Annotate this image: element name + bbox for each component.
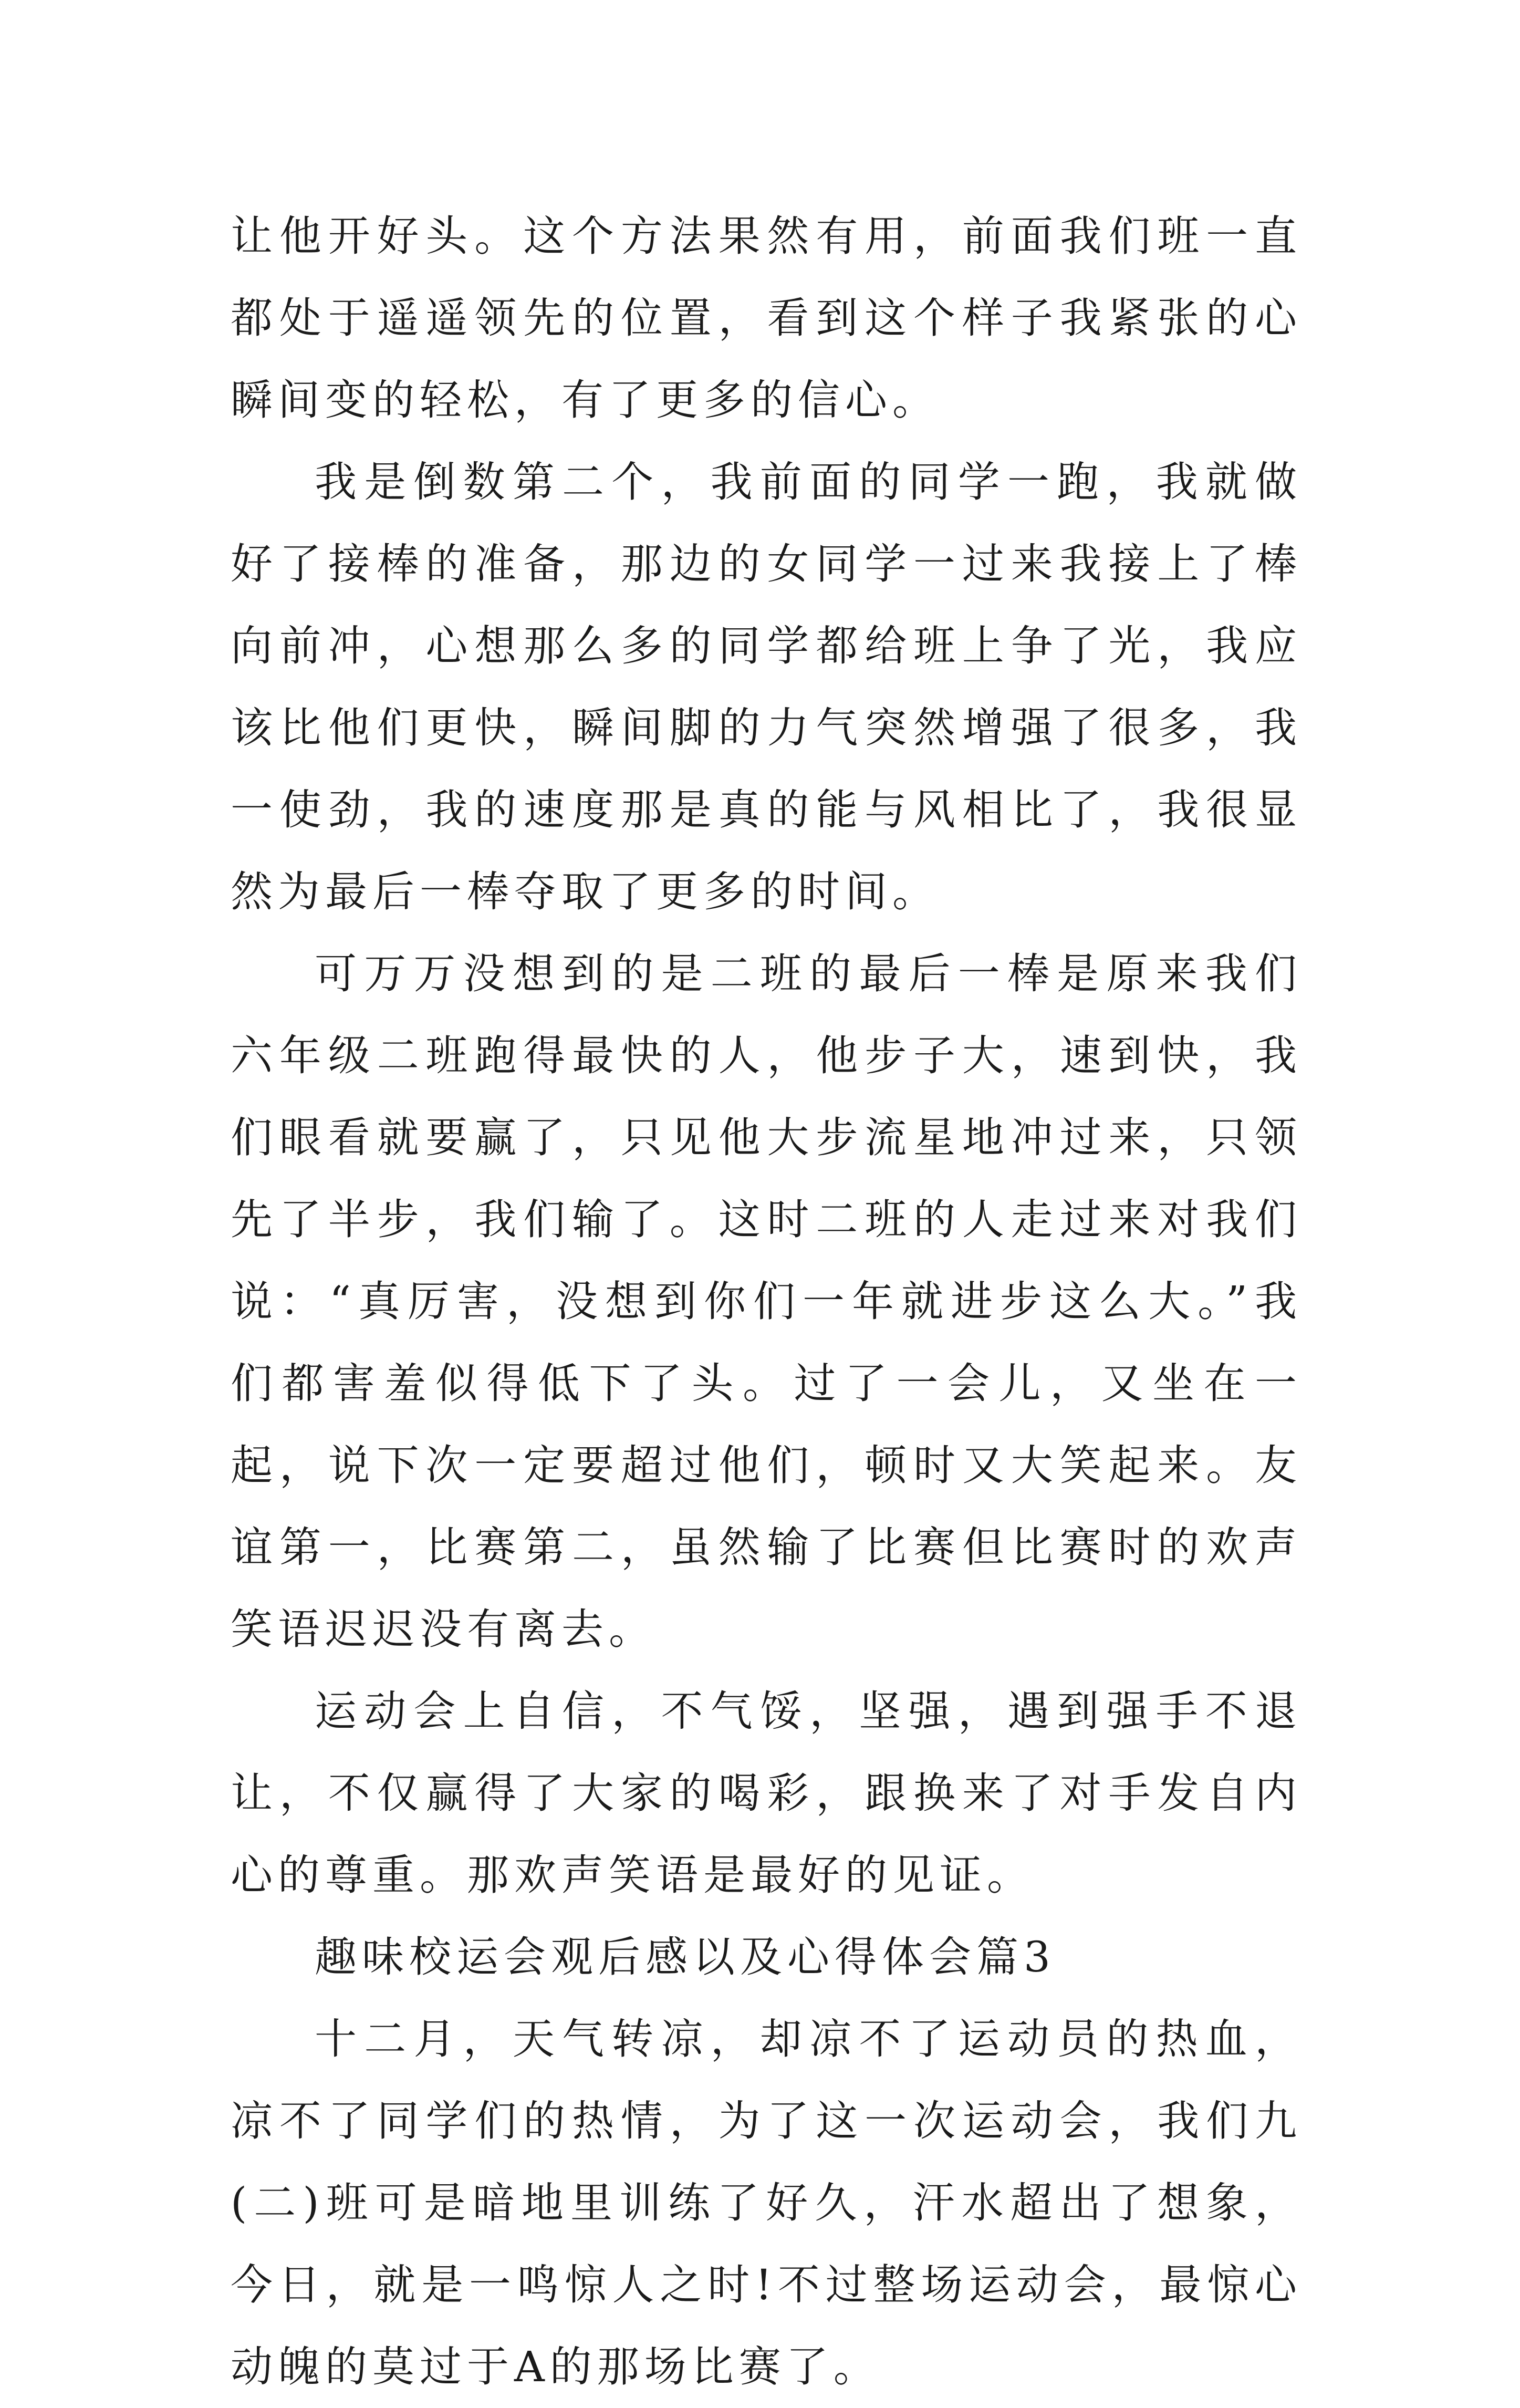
paragraph-3: 可万万没想到的是二班的最后一棒是原来我们六年级二班跑得最快的人，他步子大，速到快，我们眼看就要赢了，只见他大步流星地冲过来，只领先了半步，我们输了。这时二班的人走过来对我们说：“真厉害，没想到你们一年就进步这么大。”我们都害羞似得低下了头。过了一会儿，又坐在一起，说下次一定要超过他们，顿时又大笑起来。友谊第一，比赛第二，虽然输了比赛但比赛时的欢声笑语迟迟没有离去。 bbox=[231, 949, 1302, 1654]
paragraph-4: 运动会上自信，不气馁，坚强，遇到强手不退让，不仅赢得了大家的喝彩，跟换来了对手发自内心的尊重。那欢声笑语是最好的见证。 bbox=[231, 1687, 1302, 1900]
paragraph-6: 十二月，天气转凉，却凉不了运动员的热血，凉不了同学们的热情，为了这一次运动会，我们九(二)班可是暗地里训练了好久，汗水超出了想象，今日，就是一鸣惊人之时!不过整场运动会，最惊心动魄的莫过于A的那场比赛了。 bbox=[231, 2015, 1302, 2391]
section-heading: 趣味校运会观后感以及心得体会篇3 bbox=[315, 1933, 1056, 1981]
paragraph-2: 我是倒数第二个，我前面的同学一跑，我就做好了接棒的准备，那边的女同学一过来我接上了棒向前冲，心想那么多的同学都给班上争了光，我应该比他们更快，瞬间脚的力气突然增强了很多，我一使劲，我的速度那是真的能与风相比了，我很显然为最后一棒夺取了更多的时间。 bbox=[231, 458, 1302, 916]
document-body bbox=[231, 195, 1302, 2408]
paragraph-1: 让他开好头。这个方法果然有用，前面我们班一直都处于遥遥领先的位置，看到这个样子我紧张的心瞬间变的轻松，有了更多的信心。 bbox=[231, 212, 1302, 424]
